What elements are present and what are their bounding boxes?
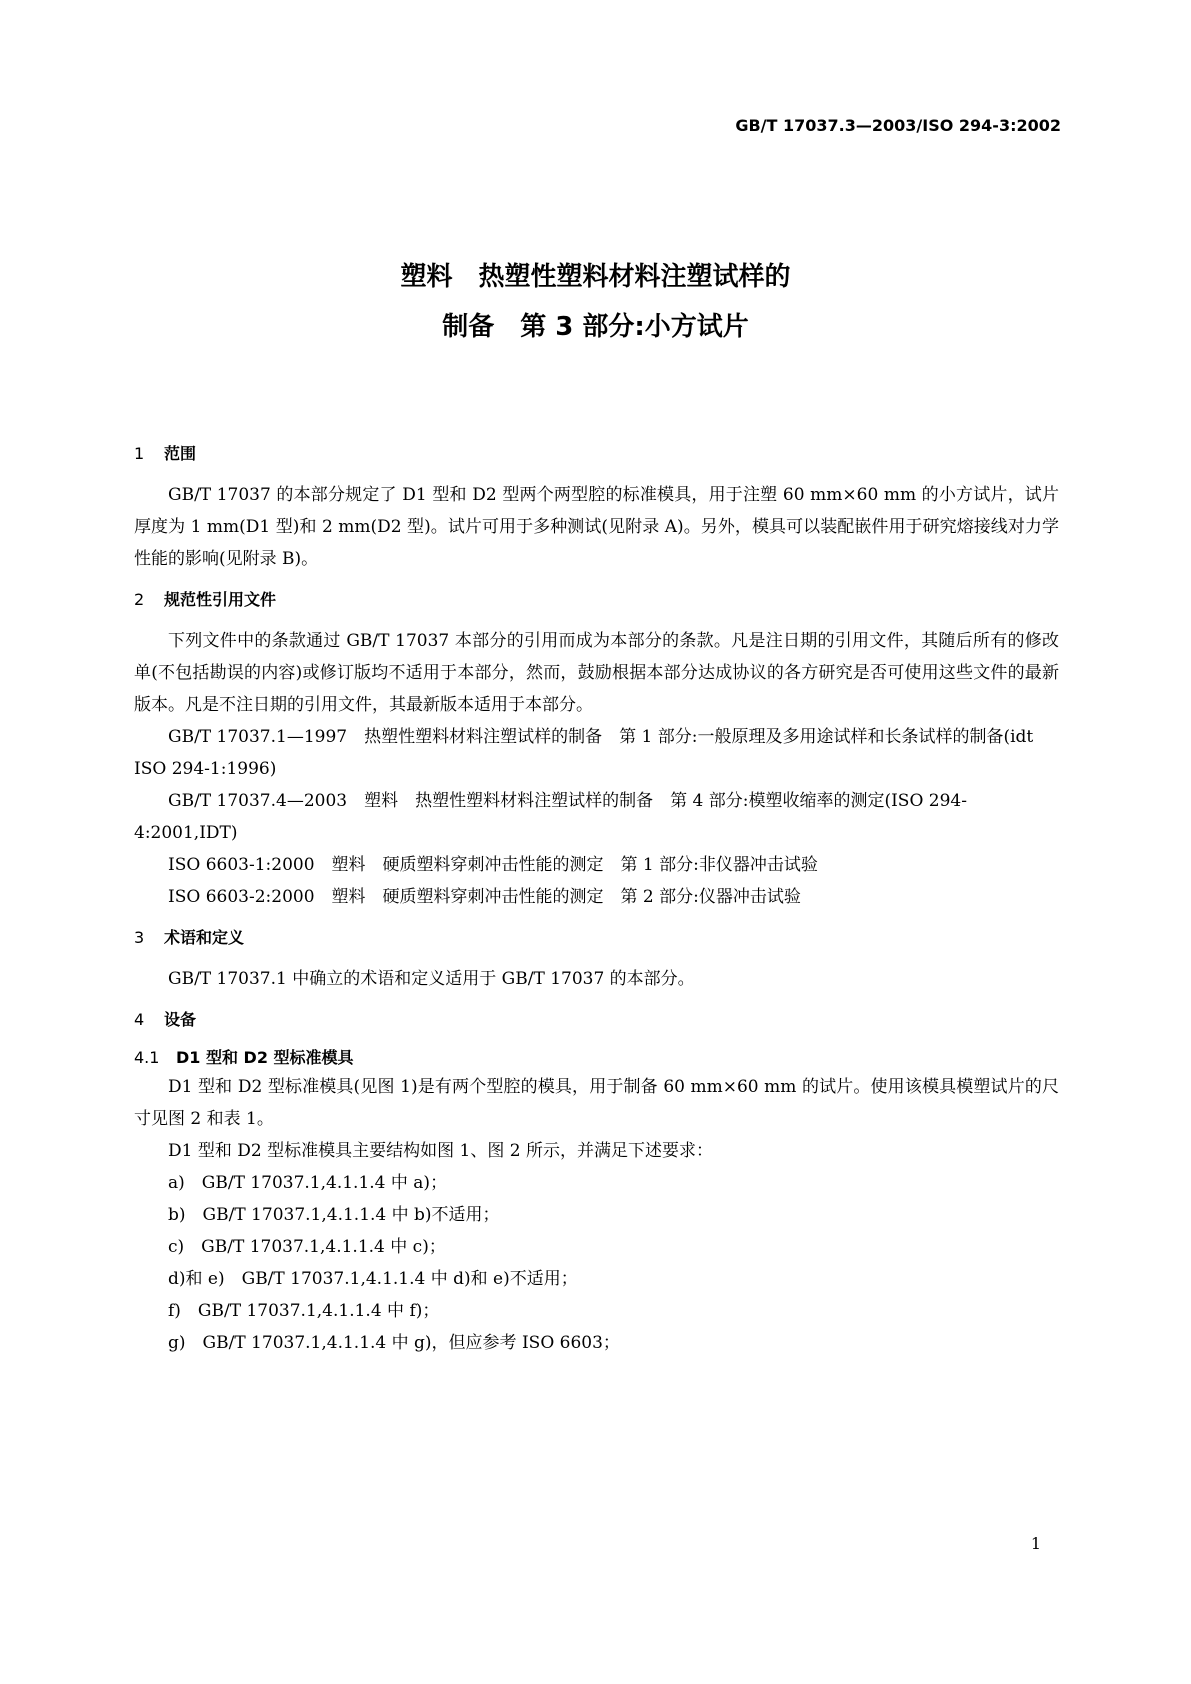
section-3-heading (134, 925, 1059, 951)
section-title: 术语和定义 (164, 928, 245, 947)
title-line-2: 制备 第 3 部分:小方试片 (442, 312, 749, 342)
section-1-heading (134, 441, 1059, 467)
document-title (0, 252, 1191, 352)
reference-item: GB/T 17037.1—1997 热塑性塑料材料注塑试样的制备 第 1 部分:一般原理及多用途试样和长条试样的制备(idt ISO 294-1:1996) (134, 727, 1039, 779)
section-4-1-paragraph: D1 型和 D2 型标准模具(见图 1)是有两个型腔的模具，用于制备 60 mm×60 mm 的试片。使用该模具模塑试片的尺寸见图 2 和表 1。 (134, 1077, 1059, 1129)
section-number: 2 (134, 590, 145, 609)
reference-item: ISO 6603-1:2000 塑料 硬质塑料穿刺冲击性能的测定 第 1 部分:非仪器冲击试验 (168, 855, 818, 875)
list-item: b) GB/T 17037.1,4.1.1.4 中 b)不适用； (168, 1205, 500, 1225)
section-title: 范围 (164, 444, 197, 463)
list-item: d)和 e) GB/T 17037.1,4.1.1.4 中 d)和 e)不适用； (168, 1269, 578, 1289)
section-1-paragraph: GB/T 17037 的本部分规定了 D1 型和 D2 型两个两型腔的标准模具，用于注塑 60 mm×60 mm 的小方试片，试片厚度为 1 mm(D1 型)和 2 mm(D2 型)。试片可用于多种测试(见附录 A)。另外，模具可以装配嵌件用于研究熔接线对力学性能的影响(见附录 B)。 (134, 485, 1059, 569)
reference-item: ISO 6603-2:2000 塑料 硬质塑料穿刺冲击性能的测定 第 2 部分:仪器冲击试验 (168, 887, 801, 907)
section-4-1-heading (134, 1045, 1059, 1071)
section-title: 规范性引用文件 (164, 590, 277, 609)
list-item: f) GB/T 17037.1,4.1.1.4 中 f)； (168, 1301, 440, 1321)
list-item: c) GB/T 17037.1,4.1.1.4 中 c)； (168, 1237, 446, 1257)
standard-number: GB/T 17037.3—2003/ISO 294-3:2002 (735, 116, 1061, 135)
section-4-1-paragraph: D1 型和 D2 型标准模具主要结构如图 1、图 2 所示，并满足下述要求： (168, 1141, 713, 1161)
section-number: 1 (134, 444, 145, 463)
title-line-1: 塑料 热塑性塑料材料注塑试样的 (400, 262, 791, 292)
reference-item: GB/T 17037.4—2003 塑料 热塑性塑料材料注塑试样的制备 第 4 部分:模塑收缩率的测定(ISO 294-4:2001,IDT) (134, 791, 967, 843)
section-2-paragraph: 下列文件中的条款通过 GB/T 17037 本部分的引用而成为本部分的条款。凡是注日期的引用文件，其随后所有的修改单(不包括勘误的内容)或修订版均不适用于本部分，然而，鼓励根据本部分达成协议的各方研究是否可使用这些文件的最新版本。凡是不注日期的引用文件，其最新版本适用于本部分。 (134, 631, 1059, 715)
section-2-heading (134, 587, 1059, 613)
section-3-paragraph: GB/T 17037.1 中确立的术语和定义适用于 GB/T 17037 的本部分。 (168, 969, 695, 989)
section-number: 4.1 (134, 1048, 160, 1067)
section-title: 设备 (164, 1010, 197, 1029)
section-number: 4 (134, 1010, 145, 1029)
list-item: a) GB/T 17037.1,4.1.1.4 中 a)； (168, 1173, 448, 1193)
section-number: 3 (134, 928, 145, 947)
section-title: D1 型和 D2 型标准模具 (176, 1048, 354, 1067)
section-4-heading (134, 1007, 1059, 1033)
list-item: g) GB/T 17037.1,4.1.1.4 中 g)，但应参考 ISO 6603； (168, 1333, 620, 1353)
document-body (134, 441, 1059, 1359)
page-number: 1 (1030, 1534, 1041, 1553)
